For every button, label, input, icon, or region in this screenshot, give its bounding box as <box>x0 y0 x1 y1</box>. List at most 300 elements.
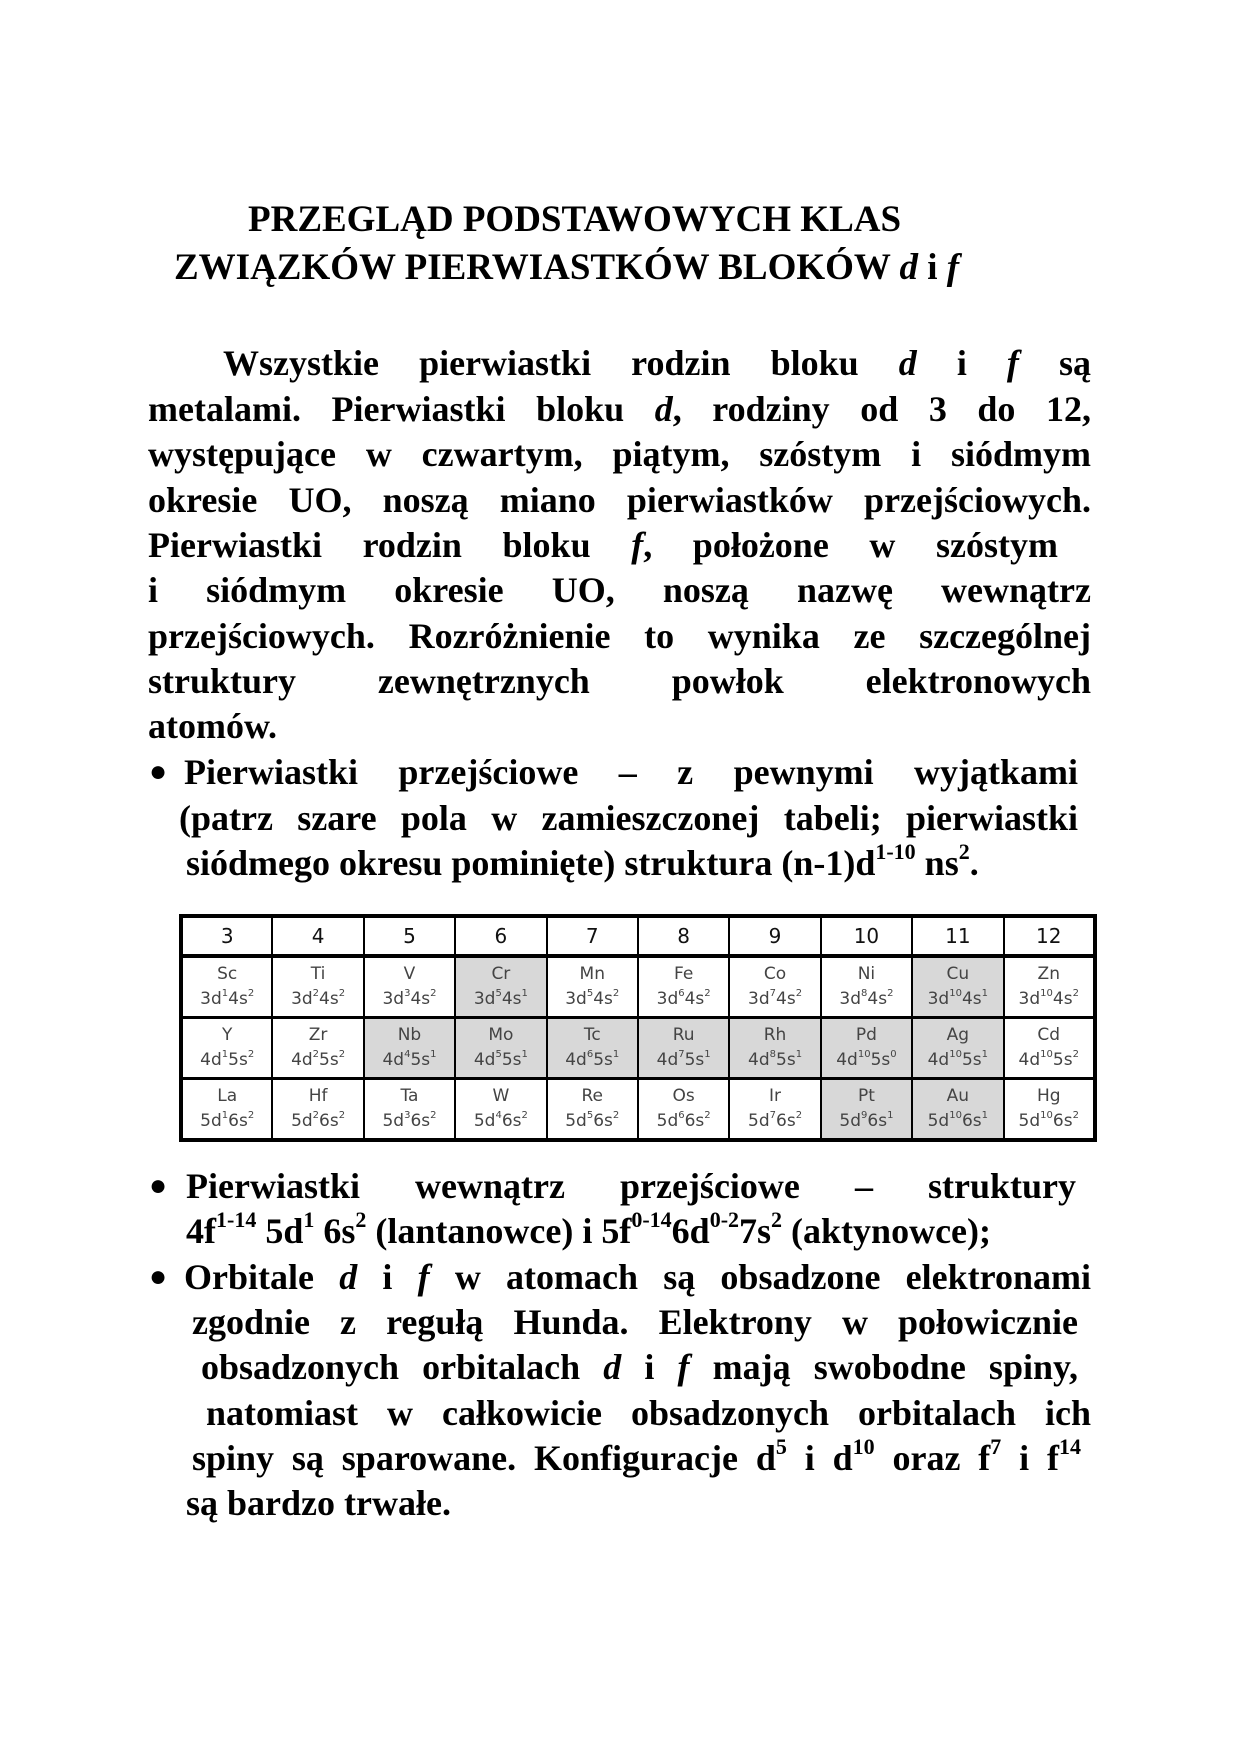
orbital: 5s <box>593 1050 613 1070</box>
electron-count: 7 <box>769 988 776 1000</box>
electron-count: 1 <box>981 1049 989 1061</box>
electron-configuration <box>639 987 728 1012</box>
element-symbol: Re <box>581 1086 604 1106</box>
orbital: 5s <box>410 1050 431 1070</box>
bullet-icon: ● <box>149 1169 168 1202</box>
orbital: 6s <box>1052 1111 1073 1131</box>
electron-count: 2 <box>312 988 320 1000</box>
title-f: f <box>946 247 960 288</box>
text-run: w atomach są obsadzone elektronami <box>429 1257 1091 1297</box>
bullet-line <box>186 1164 1076 1208</box>
superscript: 1-10 <box>875 839 916 864</box>
element-symbol: Cd <box>1037 1025 1061 1045</box>
bullet-line <box>179 796 1078 840</box>
element-cell <box>364 1018 455 1079</box>
element-symbol: Hf <box>308 1086 328 1106</box>
italic-symbol: f <box>417 1257 430 1297</box>
orbital: 4s <box>961 989 982 1009</box>
orbital: 4s <box>867 989 888 1009</box>
electron-count: 4 <box>404 1049 411 1061</box>
element-cell <box>1004 1079 1095 1141</box>
bullet-line <box>186 841 979 885</box>
electron-configuration <box>913 987 1002 1012</box>
orbital: 4s <box>228 989 248 1009</box>
text-run: struktury zewnętrznych powłok elektronowych <box>148 661 1091 701</box>
title-d: d <box>899 247 919 288</box>
electron-count: 1 <box>981 988 989 1000</box>
superscript: 14 <box>1059 1436 1081 1459</box>
text-run: (aktynowce); <box>782 1211 991 1251</box>
electron-count: 2 <box>430 988 437 1000</box>
text-run: są bardzo trwałe. <box>186 1483 451 1523</box>
element-cell <box>547 956 638 1018</box>
electron-count: 1 <box>221 988 229 1000</box>
element-cell <box>272 1018 363 1079</box>
element-cell <box>821 1018 912 1079</box>
element-symbol: Cu <box>946 964 970 984</box>
orbital: 5d <box>382 1111 405 1131</box>
orbital: 5s <box>501 1050 522 1070</box>
bullet-line <box>192 1300 1078 1344</box>
bullet-line <box>184 750 1078 794</box>
element-cell <box>729 956 820 1018</box>
element-cell <box>912 1079 1003 1141</box>
table-row <box>181 1018 1095 1079</box>
text-run: 5d <box>256 1211 304 1251</box>
electron-configuration <box>365 987 454 1012</box>
italic-symbol: f <box>631 525 644 565</box>
text-run: 4f <box>186 1211 216 1251</box>
text-run: Orbitale <box>184 1257 340 1297</box>
element-cell <box>455 956 546 1018</box>
electron-count: 10 <box>949 1110 962 1122</box>
element-symbol: Ru <box>672 1025 695 1045</box>
text-run: , położone w szóstym <box>643 525 1058 565</box>
electron-configuration <box>639 1048 728 1073</box>
orbital: 3d <box>839 989 862 1009</box>
electron-count: 2 <box>795 988 803 1000</box>
text-run: Pierwiastki przejściowe – z pewnymi wyjątkami <box>184 752 1078 792</box>
electron-count: 1 <box>521 988 528 1000</box>
italic-symbol: d <box>898 343 917 383</box>
element-cell <box>638 956 729 1018</box>
group-header-row <box>181 916 1095 956</box>
electron-count: 2 <box>795 1110 803 1122</box>
electron-configuration <box>273 1048 362 1073</box>
electron-configuration <box>639 1109 728 1134</box>
orbital: 5d <box>565 1111 587 1131</box>
electron-count: 2 <box>312 1110 320 1122</box>
title-text: ZWIĄZKÓW PIERWIASTKÓW BLOKÓW <box>174 247 891 288</box>
text-run: , rodziny od 3 do 12, <box>672 389 1091 429</box>
electron-count: 5 <box>586 1110 594 1122</box>
element-symbol: Ni <box>857 964 876 984</box>
orbital: 4s <box>410 989 431 1009</box>
orbital: 6s <box>319 1111 339 1131</box>
group-number: 11 <box>912 916 1003 956</box>
orbital: 3d <box>565 989 587 1009</box>
electron-configuration <box>183 1048 271 1073</box>
italic-symbol: d <box>339 1257 358 1297</box>
orbital: 4d <box>473 1050 496 1070</box>
group-number: 7 <box>547 916 638 956</box>
electron-configuration <box>822 987 911 1012</box>
element-cell <box>638 1018 729 1079</box>
electron-count: 10 <box>1040 1049 1053 1061</box>
orbital: 3d <box>1018 989 1041 1009</box>
electron-count: 10 <box>1040 988 1053 1000</box>
electron-configuration <box>822 1109 911 1134</box>
electron-count: 5 <box>495 988 502 1000</box>
electron-count: 6 <box>678 988 685 1000</box>
text-run: zgodnie z regułą Hunda. Elektrony w połowicznie <box>192 1302 1078 1342</box>
electron-count: 2 <box>1072 988 1079 1000</box>
text-run: obsadzonych orbitalach <box>201 1347 604 1387</box>
element-symbol: Rh <box>763 1025 787 1045</box>
bullet-line <box>206 1391 1091 1435</box>
orbital: 6s <box>410 1111 431 1131</box>
text-run: metalami. Pierwiastki bloku <box>148 389 655 429</box>
orbital: 4s <box>501 989 522 1009</box>
text-run: i d <box>786 1438 853 1478</box>
electron-configuration <box>1005 1048 1093 1073</box>
orbital: 5d <box>1018 1111 1041 1131</box>
electron-configuration <box>913 1048 1002 1073</box>
electron-count: 2 <box>247 1049 255 1061</box>
element-symbol: Ir <box>769 1086 782 1106</box>
electron-count: 2 <box>612 1110 620 1122</box>
text-run: i siódmym okresie UO, noszą nazwę wewnątrz <box>148 570 1091 610</box>
electron-configuration <box>822 1048 911 1073</box>
element-cell <box>364 1079 455 1141</box>
superscript: 1-14 <box>216 1207 257 1232</box>
electron-count: 1 <box>795 1049 803 1061</box>
electron-configuration <box>730 987 819 1012</box>
electron-count: 0 <box>890 1049 897 1061</box>
orbital: 6s <box>501 1111 522 1131</box>
text-run: i <box>916 343 1007 383</box>
text-run: atomów. <box>148 706 277 746</box>
orbital: 4d <box>1018 1050 1041 1070</box>
text-run: Pierwiastki rodzin bloku <box>148 525 632 565</box>
electron-configuration <box>548 1048 637 1073</box>
orbital: 5s <box>776 1050 796 1070</box>
group-number: 3 <box>181 916 272 956</box>
electron-configuration <box>913 1109 1002 1134</box>
table-row <box>181 1079 1095 1141</box>
orbital: 4d <box>748 1050 770 1070</box>
text-run: Wszystkie pierwiastki rodzin bloku <box>223 343 899 383</box>
orbital: 6s <box>776 1111 796 1131</box>
paragraph-line <box>148 478 1091 522</box>
element-cell <box>272 956 363 1018</box>
group-number: 4 <box>272 916 363 956</box>
orbital: 6s <box>867 1111 888 1131</box>
electron-count: 1 <box>704 1049 711 1061</box>
orbital: 5s <box>870 1050 891 1070</box>
paragraph-line <box>148 523 1058 567</box>
bullet-line <box>192 1436 1081 1480</box>
superscript: 2 <box>355 1207 367 1232</box>
superscript: 1 <box>303 1207 315 1232</box>
bullet-icon: ● <box>149 755 168 788</box>
electron-count: 1 <box>612 1049 620 1061</box>
text-run: przejściowych. Rozróżnienie to wynika ze szczególnej <box>148 616 1091 656</box>
group-number: 12 <box>1004 916 1095 956</box>
text-run: spiny są sparowane. Konfiguracje d <box>192 1438 776 1478</box>
element-symbol: Mn <box>579 964 605 984</box>
orbital: 4s <box>1052 989 1073 1009</box>
orbital: 4d <box>291 1050 313 1070</box>
superscript: 7 <box>990 1436 1002 1459</box>
electron-count: 1 <box>221 1049 229 1061</box>
title-line-1: PRZEGLĄD PODSTAWOWYCH KLAS <box>248 199 902 240</box>
italic-symbol: f <box>1006 343 1019 383</box>
orbital: 4s <box>684 989 705 1009</box>
electron-count: 2 <box>312 1049 320 1061</box>
group-number: 5 <box>364 916 455 956</box>
element-symbol: Pd <box>855 1025 877 1045</box>
element-cell <box>821 1079 912 1141</box>
element-cell <box>638 1079 729 1141</box>
electron-count: 1 <box>981 1110 989 1122</box>
element-symbol: Zr <box>308 1025 328 1045</box>
element-symbol: Sc <box>217 964 238 984</box>
element-symbol: Fe <box>673 964 694 984</box>
superscript: 0-2 <box>709 1207 740 1232</box>
electron-configuration <box>1005 1109 1093 1134</box>
electron-count: 8 <box>861 988 868 1000</box>
italic-symbol: d <box>603 1347 622 1387</box>
electron-count: 8 <box>769 1049 776 1061</box>
paragraph-line <box>148 387 1091 431</box>
text-run: i <box>621 1347 678 1387</box>
element-cell <box>912 956 1003 1018</box>
electron-configuration <box>730 1109 819 1134</box>
superscript: 5 <box>775 1436 787 1459</box>
electron-count: 10 <box>949 988 962 1000</box>
electron-count: 2 <box>247 988 255 1000</box>
electron-count: 1 <box>221 1110 229 1122</box>
element-symbol: W <box>492 1086 510 1106</box>
element-cell <box>1004 1018 1095 1079</box>
electron-count: 2 <box>247 1110 255 1122</box>
bullet-icon: ● <box>149 1260 168 1293</box>
element-cell <box>272 1079 363 1141</box>
electron-configuration <box>365 1109 454 1134</box>
text-run: 7s <box>739 1211 772 1251</box>
bullet-line <box>201 1345 1078 1389</box>
text-run: mają swobodne spiny, <box>689 1347 1078 1387</box>
text-run: występujące w czwartym, piątym, szóstym i siódmym <box>148 434 1091 474</box>
electron-count: 4 <box>495 1110 502 1122</box>
electron-count: 2 <box>704 1110 711 1122</box>
electron-count: 2 <box>612 988 620 1000</box>
orbital: 5d <box>656 1111 679 1131</box>
electron-count: 7 <box>678 1049 685 1061</box>
orbital: 6s <box>228 1111 248 1131</box>
orbital: 5d <box>291 1111 313 1131</box>
electron-count: 2 <box>430 1110 437 1122</box>
bullet-line <box>186 1209 991 1253</box>
electron-configuration <box>730 1048 819 1073</box>
element-cell <box>547 1079 638 1141</box>
text-run: natomiast w całkowicie obsadzonych orbitalach ich <box>206 1393 1091 1433</box>
element-cell <box>181 956 272 1018</box>
group-number: 9 <box>729 916 820 956</box>
element-symbol: V <box>403 964 416 984</box>
title-line-2 <box>174 246 959 290</box>
superscript: 2 <box>771 1207 783 1232</box>
text-run: siódmego okresu pominięte) struktura (n-1)d <box>186 843 876 883</box>
paragraph-line <box>148 704 277 748</box>
electron-count: 2 <box>704 988 711 1000</box>
text-run: 6d <box>671 1211 710 1251</box>
orbital: 3d <box>382 989 405 1009</box>
electron-count: 10 <box>1040 1110 1053 1122</box>
orbital: 5d <box>839 1111 862 1131</box>
electron-count: 6 <box>678 1110 685 1122</box>
orbital: 5s <box>319 1050 339 1070</box>
text-run: oraz f <box>874 1438 991 1478</box>
paragraph-line <box>223 341 1091 385</box>
electron-count: 10 <box>857 1049 871 1061</box>
electron-count: 2 <box>887 988 894 1000</box>
electron-configuration <box>1005 987 1093 1012</box>
electron-count: 2 <box>1072 1110 1079 1122</box>
electron-configuration <box>456 1048 545 1073</box>
orbital: 3d <box>473 989 496 1009</box>
orbital: 4d <box>565 1050 587 1070</box>
italic-symbol: f <box>677 1347 690 1387</box>
orbital: 3d <box>927 989 950 1009</box>
text-run: Pierwiastki wewnątrz przejściowe – struktury <box>186 1166 1076 1206</box>
group-number: 10 <box>821 916 912 956</box>
paragraph-line <box>148 568 1091 612</box>
element-cell <box>1004 956 1095 1018</box>
element-symbol: Os <box>672 1086 695 1106</box>
electron-count: 10 <box>949 1049 962 1061</box>
bullet-line <box>186 1481 451 1525</box>
orbital: 5d <box>927 1111 950 1131</box>
electron-configuration <box>365 1048 454 1073</box>
orbital: 3d <box>656 989 679 1009</box>
orbital: 4s <box>593 989 613 1009</box>
orbital: 5d <box>748 1111 770 1131</box>
text-run: i f <box>1001 1438 1059 1478</box>
orbital: 5d <box>473 1111 496 1131</box>
italic-symbol: d <box>654 389 673 429</box>
element-symbol: Ag <box>946 1025 970 1045</box>
electron-count: 1 <box>430 1049 437 1061</box>
title-i: i <box>927 247 938 288</box>
electron-count: 1 <box>887 1110 894 1122</box>
element-symbol: Ta <box>400 1086 419 1106</box>
element-symbol: Y <box>222 1025 233 1045</box>
element-symbol: Au <box>946 1086 970 1106</box>
orbital: 4d <box>656 1050 679 1070</box>
element-cell <box>455 1018 546 1079</box>
bullet-line <box>184 1255 1091 1299</box>
orbital: 6s <box>593 1111 613 1131</box>
orbital: 3d <box>291 989 313 1009</box>
electron-count: 2 <box>338 1110 346 1122</box>
electron-count: 3 <box>404 988 411 1000</box>
electron-count: 7 <box>769 1110 776 1122</box>
element-symbol: Co <box>763 964 787 984</box>
element-symbol: Mo <box>488 1025 514 1045</box>
element-symbol: Hg <box>1036 1086 1061 1106</box>
superscript: 2 <box>958 839 970 864</box>
paragraph-line <box>148 659 1091 703</box>
element-cell <box>729 1018 820 1079</box>
element-cell <box>455 1079 546 1141</box>
electron-count: 3 <box>404 1110 411 1122</box>
group-number: 8 <box>638 916 729 956</box>
element-cell <box>821 956 912 1018</box>
orbital: 4s <box>776 989 796 1009</box>
electron-configuration <box>273 987 362 1012</box>
orbital: 4s <box>319 989 339 1009</box>
electron-count: 2 <box>521 1110 528 1122</box>
orbital: 3d <box>200 989 222 1009</box>
electron-count: 5 <box>495 1049 502 1061</box>
orbital: 5s <box>228 1050 248 1070</box>
orbital: 5d <box>200 1111 222 1131</box>
element-cell <box>729 1079 820 1141</box>
paragraph-line <box>148 432 1091 476</box>
table-row <box>181 956 1095 1018</box>
orbital: 5s <box>684 1050 705 1070</box>
text-run: i <box>357 1257 418 1297</box>
text-run: (lantanowce) i 5f <box>366 1211 632 1251</box>
electron-configuration <box>548 987 637 1012</box>
orbital: 5s <box>961 1050 982 1070</box>
orbital: 3d <box>748 989 770 1009</box>
group-number: 6 <box>455 916 546 956</box>
orbital: 6s <box>961 1111 982 1131</box>
element-cell <box>547 1018 638 1079</box>
element-cell <box>364 956 455 1018</box>
element-symbol: Pt <box>857 1086 875 1106</box>
electron-configuration <box>273 1109 362 1134</box>
electron-count: 1 <box>521 1049 528 1061</box>
electron-configuration <box>548 1109 637 1134</box>
orbital: 6s <box>684 1111 705 1131</box>
text-run: są <box>1018 343 1091 383</box>
superscript: 0-14 <box>631 1207 672 1232</box>
electron-configuration <box>456 987 545 1012</box>
element-symbol: Cr <box>491 964 511 984</box>
element-symbol: Zn <box>1037 964 1060 984</box>
electron-count: 5 <box>586 988 594 1000</box>
text-run: (patrz szare pola w zamieszczonej tabeli; pierwiastki <box>179 798 1078 838</box>
element-symbol: Ti <box>310 964 326 984</box>
electron-configuration <box>183 987 271 1012</box>
orbital: 4d <box>382 1050 405 1070</box>
electron-count: 2 <box>338 988 346 1000</box>
element-symbol: Tc <box>583 1025 601 1045</box>
text-run: ns <box>915 843 959 883</box>
electron-count: 6 <box>586 1049 594 1061</box>
text-run: . <box>969 843 979 883</box>
d-block-configuration-table <box>179 914 1097 1142</box>
text-run: 6s <box>314 1211 356 1251</box>
superscript: 10 <box>852 1436 875 1459</box>
electron-count: 9 <box>861 1110 868 1122</box>
electron-configuration <box>183 1109 271 1134</box>
orbital: 4d <box>200 1050 222 1070</box>
